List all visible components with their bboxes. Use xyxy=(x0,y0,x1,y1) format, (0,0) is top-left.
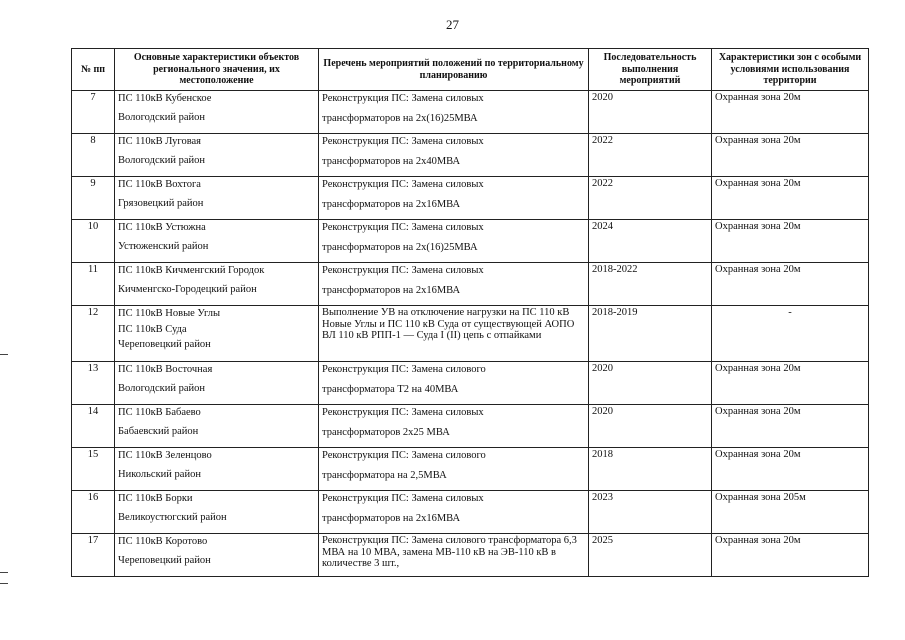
row-number: 15 xyxy=(72,448,115,491)
zone-cell: Охранная зона 20м xyxy=(712,448,869,491)
object-location: Никольский район xyxy=(118,468,201,480)
object-cell xyxy=(115,263,319,306)
zone-cell: Охранная зона 205м xyxy=(712,491,869,534)
header-object: Основные характеристики объектов регионального значения, их местоположение xyxy=(115,49,319,91)
sequence-cell: 2018-2022 xyxy=(589,263,712,306)
object-name: ПС 110кВ Вохтога xyxy=(118,179,201,190)
object-location: Кичменгско-Городецкий район xyxy=(118,283,257,295)
zone-cell: Охранная зона 20м xyxy=(712,263,869,306)
measure-line: трансформаторов на 2х(16)25МВА xyxy=(322,112,478,124)
row-number: 14 xyxy=(72,405,115,448)
header-num: № пп xyxy=(72,49,115,91)
zone-cell: Охранная зона 20м xyxy=(712,177,869,220)
measure-line: трансформаторов на 2х16МВА xyxy=(322,284,461,296)
object-name: ПС 110кВ Борки xyxy=(118,493,193,504)
object-name: ПС 110кВ Восточная xyxy=(118,364,213,375)
sequence-cell: 2024 xyxy=(589,220,712,263)
object-location: Вологодский район xyxy=(118,154,205,166)
object-location: Вологодский район xyxy=(118,111,205,123)
page-number: 27 xyxy=(446,17,459,32)
measure-line: трансформаторов на 2х16МВА xyxy=(322,198,461,210)
table-header-row xyxy=(72,49,869,91)
object-name: ПС 110кВ Кубенское xyxy=(118,93,212,104)
table-row xyxy=(72,534,869,577)
zone-cell: Охранная зона 20м xyxy=(712,91,869,134)
object-name: ПС 110кВ Бабаево xyxy=(118,407,201,418)
sequence-cell: 2020 xyxy=(589,405,712,448)
object-location: Череповецкий район xyxy=(118,554,211,566)
object-cell xyxy=(115,491,319,534)
row-number: 7 xyxy=(72,91,115,134)
sequence-cell: 2023 xyxy=(589,491,712,534)
table-row xyxy=(72,448,869,491)
measure-line: Реконструкция ПС: Замена силовых xyxy=(322,179,484,190)
measure-line: трансформаторов 2х25 МВА xyxy=(322,426,450,438)
measure-line: трансформатора Т2 на 40МВА xyxy=(322,383,459,395)
header-measures: Перечень мероприятий положений по территориальному планированию xyxy=(319,49,589,91)
measure-line: Реконструкция ПС: Замена силового xyxy=(322,364,486,375)
measure-line: Реконструкция ПС: Замена силовых xyxy=(322,407,484,418)
sequence-cell: 2022 xyxy=(589,177,712,220)
object-cell xyxy=(115,220,319,263)
margin-mark xyxy=(0,354,8,355)
object-location: Череповецкий район xyxy=(118,339,211,351)
measures-cell xyxy=(319,91,589,134)
measure-line: трансформаторов на 2х16МВА xyxy=(322,512,461,524)
sequence-cell: 2018-2019 xyxy=(589,306,712,362)
sequence-cell: 2022 xyxy=(589,134,712,177)
object-cell xyxy=(115,362,319,405)
row-number: 11 xyxy=(72,263,115,306)
object-cell xyxy=(115,177,319,220)
measures-cell xyxy=(319,405,589,448)
zone-cell: Охранная зона 20м xyxy=(712,534,869,577)
object-cell xyxy=(115,448,319,491)
territorial-planning-table xyxy=(71,48,869,577)
sequence-cell: 2018 xyxy=(589,448,712,491)
table-row xyxy=(72,91,869,134)
measures-cell xyxy=(319,177,589,220)
margin-mark xyxy=(0,572,8,573)
row-number: 8 xyxy=(72,134,115,177)
measure-line: Реконструкция ПС: Замена силовых xyxy=(322,222,484,233)
row-number: 12 xyxy=(72,306,115,362)
zone-cell: Охранная зона 20м xyxy=(712,405,869,448)
object-cell xyxy=(115,91,319,134)
table-row xyxy=(72,491,869,534)
row-number: 13 xyxy=(72,362,115,405)
margin-mark xyxy=(0,583,8,584)
measure-line: Реконструкция ПС: Замена силового xyxy=(322,450,486,461)
object-name: ПС 110кВ Устюжна xyxy=(118,222,206,233)
table-row xyxy=(72,134,869,177)
measures-cell xyxy=(319,448,589,491)
table-row xyxy=(72,306,869,362)
measure-line: трансформаторов на 2х40МВА xyxy=(322,155,461,167)
object-cell xyxy=(115,134,319,177)
object-name: ПС 110кВ Зеленцово xyxy=(118,450,212,461)
object-location: Великоустюгский район xyxy=(118,511,227,523)
object-name: ПС 110кВ Луговая xyxy=(118,136,202,147)
header-sequence: Последовательность выполнения мероприятий xyxy=(589,49,712,91)
object-name: ПС 110кВ Кичменгский Городок xyxy=(118,265,265,276)
table-row xyxy=(72,362,869,405)
sequence-cell: 2020 xyxy=(589,362,712,405)
zone-cell: Охранная зона 20м xyxy=(712,134,869,177)
table-row xyxy=(72,405,869,448)
sequence-cell: 2025 xyxy=(589,534,712,577)
table-row xyxy=(72,263,869,306)
measures-cell: Выполнение УВ на отключение нагрузки на ПС 110 кВ Новые Углы и ПС 110 кВ Суда от существующей АОПО ВЛ 110 кВ РПП-1 — Суда I (II) цепь с отпайками xyxy=(319,306,589,362)
measures-cell xyxy=(319,134,589,177)
sequence-cell: 2020 xyxy=(589,91,712,134)
row-number: 9 xyxy=(72,177,115,220)
measure-line: Реконструкция ПС: Замена силовых xyxy=(322,265,484,276)
table-row xyxy=(72,177,869,220)
object-cell xyxy=(115,405,319,448)
header-zones: Характеристики зон с особыми условиями использования территории xyxy=(712,49,869,91)
zone-cell: Охранная зона 20м xyxy=(712,362,869,405)
object-name: ПС 110кВ Коротово xyxy=(118,536,208,547)
object-cell xyxy=(115,534,319,577)
object-cell xyxy=(115,306,319,362)
object-location: Устюженский район xyxy=(118,240,209,252)
measures-cell: Реконструкция ПС: Замена силового трансформатора 6,3 МВА на 10 МВА, замена МВ-110 кВ на ЭВ-110 кВ в количестве 3 шт., xyxy=(319,534,589,577)
measures-cell xyxy=(319,362,589,405)
row-number: 10 xyxy=(72,220,115,263)
object-location: Вологодский район xyxy=(118,382,205,394)
measure-line: трансформатора на 2,5МВА xyxy=(322,469,447,481)
measures-cell xyxy=(319,263,589,306)
object-name: ПС 110кВ Новые Углы xyxy=(118,308,221,319)
measure-line: Реконструкция ПС: Замена силовых xyxy=(322,93,484,104)
object-location: Грязовецкий район xyxy=(118,197,204,209)
object-name: ПС 110кВ Суда xyxy=(118,323,187,335)
zone-cell: - xyxy=(712,306,869,362)
measure-line: трансформаторов на 2х(16)25МВА xyxy=(322,241,478,253)
measures-cell xyxy=(319,491,589,534)
table-row xyxy=(72,220,869,263)
zone-cell: Охранная зона 20м xyxy=(712,220,869,263)
object-location: Бабаевский район xyxy=(118,425,199,437)
measure-line: Реконструкция ПС: Замена силовых xyxy=(322,493,484,504)
measures-cell xyxy=(319,220,589,263)
measure-line: Реконструкция ПС: Замена силовых xyxy=(322,136,484,147)
row-number: 16 xyxy=(72,491,115,534)
row-number: 17 xyxy=(72,534,115,577)
